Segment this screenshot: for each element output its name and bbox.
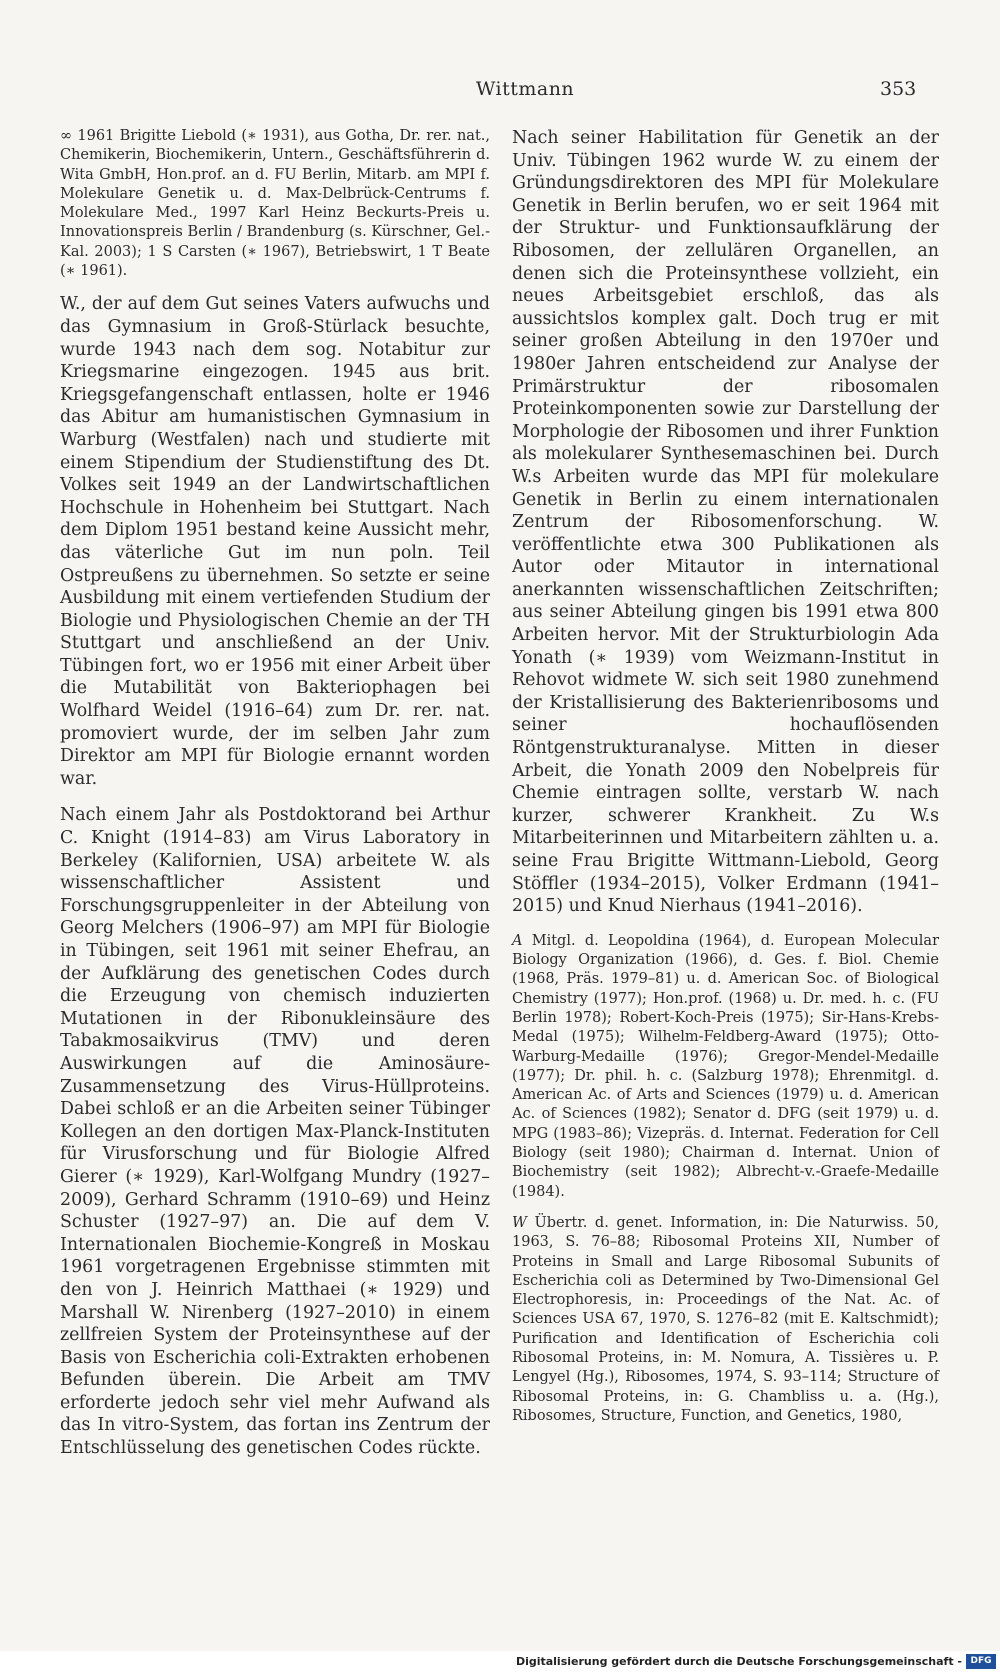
page-number: 353 — [880, 78, 917, 100]
biography-paragraph-3: Nach seiner Habilitation für Genetik an der Univ. Tübingen 1962 wurde W. zu einem der Gründungsdirektoren des MPI für Molekulare Genetik in Berlin berufen, wo er seit 1964 mit der Struktur- und Funktionsaufklärung der Ribosomen, der zellulären Organellen, an denen sich die Proteinsynthese vollzieht, ein neues Arbeitsgebiet erschloß, das als aussichtslos komplex galt. Doch trug er mit seiner großen Abteilung in den 1970er und 1980er Jahren entscheidend zur Analyse der Primärstruktur der ribosomalen Proteinkomponenten sowie zur Darstellung der Morphologie der Ribosomen und ihrer Funktion als molekularer Synthesemaschinen bei. Durch W.s Arbeiten wurde das MPI für molekulare Genetik in Berlin zu einem internationalen Zentrum der Ribosomenforschung. W. veröffentlichte etwa 300 Publikationen als Autor oder Mitautor in international anerkannten wissenschaftlichen Zeitschriften; aus seiner Abteilung gingen bis 1991 etwa 800 Arbeiten hervor. Mit der Strukturbiologin Ada Yonath (∗ 1939) vom Weizmann-Institut in Rehovot widmete W. sich seit 1980 zunehmend der Kristallisierung des Bakterienribosoms und seiner hochauflösenden Röntgenstrukturanalyse. Mitten in dieser Arbeit, die Yonath 2009 den Nobelpreis für Chemie eintragen sollte, verstarb W. nach kurzer, schwerer Krankheit. Zu W.s Mitarbeiterinnen und Mitarbeitern zählten u. a. seine Frau Brigitte Wittmann-Liebold, Georg Stöffler (1934–2015), Volker Erdmann (1941–2015) und Knud Nierhaus (1941–2016). — [512, 128, 939, 917]
running-title: Wittmann — [475, 78, 575, 100]
works-text: Übertr. d. genet. Information, in: Die Naturwiss. 50, 1963, S. 76–88; Ribosomal Proteins XII, Number of Proteins in Small and Large Ribosomal Subunits of Escherichia coli as Determined by Two-Dimensional Gel Electrophoresis, in: Proceedings of the Nat. Ac. of Sciences USA 67, 1970, S. 1276–82 (mit E. Kaltschmidt); Purification and Identification of Escherichia coli Ribosomal Proteins, in: M. Nomura, A. Tissières u. P. Lengyel (Hg.), Ribosomes, 1974, S. 93–114; Structure of Ribosomal Proteins, in: G. Chambliss u. a. (Hg.), Ribosomes, Structure, Function, and Genetics, 1980, — [512, 1214, 940, 1424]
works-section — [512, 1214, 939, 1426]
biography-paragraph-2: Nach einem Jahr als Postdoktorand bei Arthur C. Knight (1914–83) am Virus Laboratory in Berkeley (Kalifornien, USA) arbeitete W. als wissenschaftlicher Assistent und Forschungsgruppenleiter in der Abteilung von Georg Melchers (1906–97) am MPI für Biologie in Tübingen, seit 1961 mit seiner Ehefrau, an der Aufklärung des genetischen Codes durch die Erzeugung von chemisch induzierten Mutationen in der Ribonukleinsäure des Tabakmosaikvirus (TMV) und deren Auswirkungen auf die Aminosäure-Zusammensetzung des Virus-Hüllproteins. Dabei schloß er an die Arbeiten seiner Tübinger Kollegen an den dortigen Max-Planck-Instituten für Virusforschung und für Biologie Alfred Gierer (∗ 1929), Karl-Wolfgang Mundry (1927–2009), Gerhard Schramm (1910–69) und Heinz Schuster (1927–97) an. Die auf dem V. Internationalen Biochemie-Kongreß in Moskau 1961 vorgetragenen Ergebnisse stimmten mit den von J. Heinrich Matthaei (∗ 1929) und Marshall W. Nirenberg (1927–2010) in einem zellfreien System der Proteinsynthese auf der Basis von Escherichia coli-Extrakten erhobenen Befunden überein. Die Arbeit am TMV erforderte jedoch sehr viel mehr Aufwand als das In vitro-System, das fortan ins Zentrum der Entschlüsselung des genetischen Codes rückte. — [60, 805, 490, 1459]
footer-text: Digitalisierung gefördert durch die Deutsche Forschungsgemeinschaft - — [515, 1655, 962, 1668]
awards-marker: A — [512, 932, 523, 949]
awards-text: Mitgl. d. Leopoldina (1964), d. European Molecular Biology Organization (1966), d. Ges. f. Biol. Chemie (1968, Präs. 1979–81) u. d. American Soc. of Biological Chemistry (1977); Hon.prof. (1968) u. Dr. med. h. c. (FU Berlin 1978); Robert-Koch-Preis (1975); Sir-Hans-Krebs-Medal (1975); Wilhelm-Feldberg-Award (1975); Otto-Warburg-Medaille (1976); Gregor-Mendel-Medaille (1977); Dr. phil. h. c. (Salzburg 1978); Ehrenmitgl. d. American Ac. of Arts and Sciences (1979) u. d. American Ac. of Sciences (1982); Senator d. DFG (seit 1979) u. d. MPG (1983–86); Vizepräs. d. Internat. Federation for Cell Biology (seit 1980); Chairman d. Internat. Union of Biochemistry (seit 1982); Albrecht-v.-Graefe-Medaille (1984). — [512, 932, 940, 1200]
family-info: ∞ 1961 Brigitte Liebold (∗ 1931), aus Gotha, Dr. rer. nat., Chemikerin, Biochemikerin, Untern., Geschäftsführerin d. Wita GmbH, Hon.prof. an d. FU Berlin, Mitarb. am MPI f. Molekulare Genetik u. d. Max-Delbrück-Centrums f. Molekulare Med., 1997 Karl Heinz Beckurts-Preis u. Innovationspreis Berlin / Brandenburg (s. Kürschner, Gel.-Kal. 2003); 1 S Carsten (∗ 1967), Betriebswirt, 1 T Beate (∗ 1961). — [60, 128, 490, 280]
left-column — [60, 127, 490, 1474]
dfg-logo: DFG — [966, 1654, 996, 1669]
works-marker: W — [512, 1214, 527, 1231]
right-column — [512, 127, 939, 1438]
digitization-footer — [0, 1651, 1000, 1675]
biography-paragraph-1: W., der auf dem Gut seines Vaters aufwuchs und das Gymnasium in Groß-Stürlack besuchte, wurde 1943 nach dem sog. Notabitur zur Kriegsmarine eingezogen. 1945 aus brit. Kriegsgefangenschaft entlassen, holte er 1946 das Abitur am humanistischen Gymnasium in Warburg (Westfalen) nach und studierte mit einem Stipendium der Studienstiftung des Dt. Volkes seit 1949 an der Landwirtschaftlichen Hochschule in Hohenheim bei Stuttgart. Nach dem Diplom 1951 bestand keine Aussicht mehr, das väterliche Gut im nun poln. Teil Ostpreußens zu übernehmen. So setzte er seine Ausbildung mit einem vertiefenden Studium der Biologie und Physiologischen Chemie an der TH Stuttgart und anschließend an der Univ. Tübingen fort, wo er 1956 mit einer Arbeit über die Mutabilität von Bakteriophagen bei Wolfhard Weidel (1916–64) zum Dr. rer. nat. promoviert wurde, der im selben Jahr zum Direktor am MPI für Biologie ernannt worden war. — [60, 294, 490, 789]
page-header — [0, 78, 1000, 106]
awards-section — [512, 932, 939, 1202]
